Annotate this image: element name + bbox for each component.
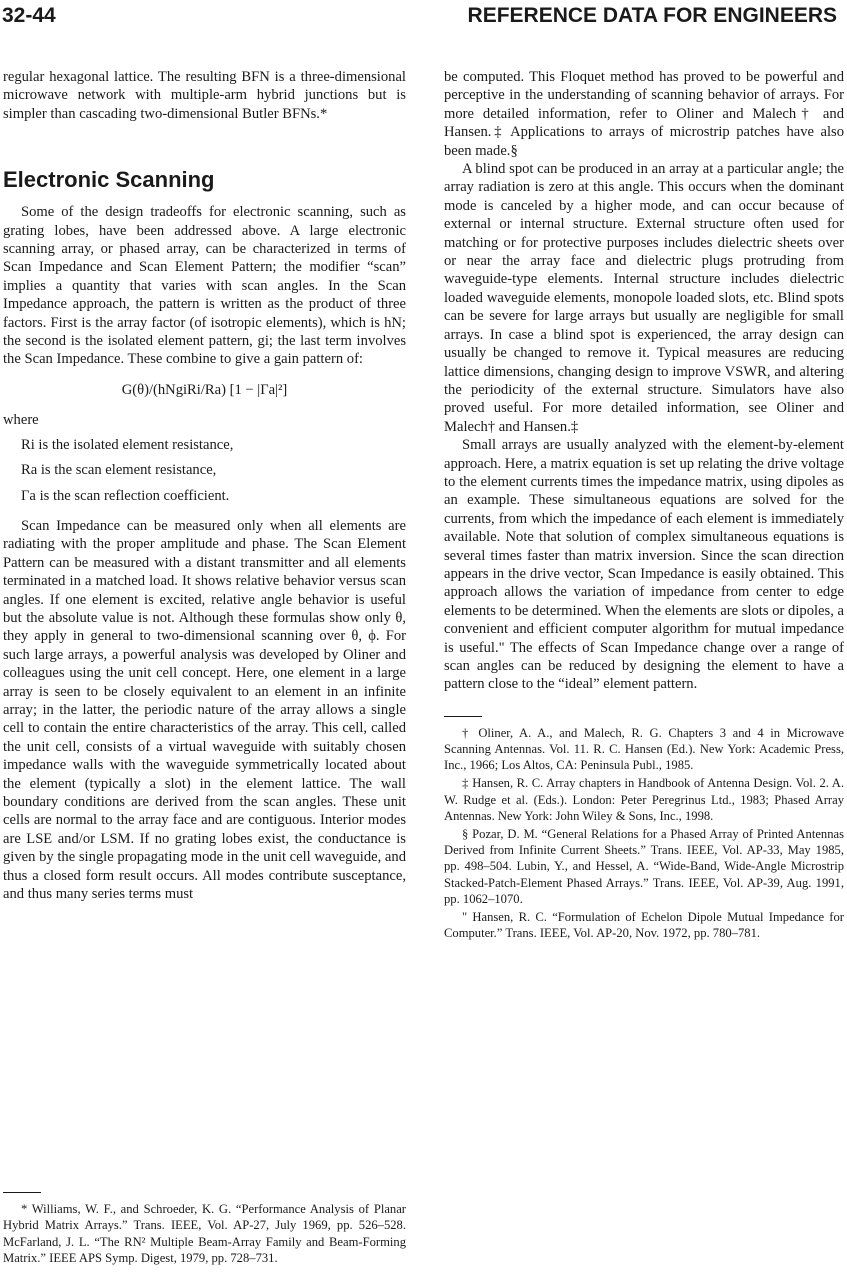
blind-spot-paragraph: A blind spot can be produced in an array at a particular angle; the array radiation is zero at this angle. This occurs when the dominant mode is canceled by a higher mode, and can occur because of external or internal structure. External structure often used for matching or for protective purposes includes dielectric sheets over or near the array face and dielectric plugs protruding from waveguide-type elements. Internal structure includes dielectric loaded waveguide elements, monopole loaded slots, etc. Blind spots can be severe for large arrays but usually are negligible for small arrays. In case a blind spot is experienced, the array design can usually be changed to remove it. Typical measures are reducing lattice dimensions, changing design to improve VSWR, and altering the periodicity of the external structure. Simulators have also proved useful. For more detailed information, see Oliner and Malech† and Hansen.‡ bbox=[444, 161, 844, 435]
page-number: 32-44 bbox=[2, 4, 56, 27]
small-arrays-paragraph: Small arrays are usually analyzed with the element-by-element approach. Here, a matrix equation is set up relating the drive voltage to the element currents times the impedance matrix, using dipoles as an example. These simultaneous equations are solved for the currents, from which the impedance of each element is immediately available. Note that solution of complex simultaneous equations is several times faster than matrix inversion. Since the scan direction appears in the drive vector, Scan Impedance is easily obtained. This approach allows the variation of impedance from center to edge elements to be determined. When the elements are slots or dipoles, a convenient and efficient computer algorithm for mutual impedance is useful." The effects of Scan Impedance change over a range of scan angles can be reduced by designing the element to have a pattern close to the “ideal” element pattern. bbox=[444, 437, 844, 693]
footnote: ‡ Hansen, R. C. Array chapters in Handbook of Antenna Design. Vol. 2. A. W. Rudge et al. (Eds.). London: Peter Peregrinus Ltd., 1983; Phased Array Antennas. New York: John Wiley & Sons, Inc., 1998. bbox=[444, 776, 844, 823]
definitions-list bbox=[21, 436, 406, 505]
definition-item: Ra is the scan element resistance, bbox=[21, 462, 217, 479]
gain-equation: G(θ)/(hNgiRi/Ra) [1 − |Γa|²] bbox=[121, 381, 288, 398]
footnote-divider bbox=[3, 1192, 41, 1193]
left-footnote-block bbox=[3, 1170, 406, 1268]
definition-item: Ri is the isolated element resistance, bbox=[21, 436, 234, 453]
unit-cell-paragraph: Scan Impedance can be measured only when all elements are radiating with the proper amplitude and phase. The Scan Element Pattern can be measured with a distant transmitter and all elements terminated in a matched load. It shows relative behavior versus scan angles. If one element is excited, relative angle behavior is useful but the absolute value is not. Although these formulas show only θ, they apply in general to two-dimensional scanning over θ, ϕ. For such large arrays, a powerful analysis was developed by Oliner and colleagues using the unit cell concept. Here, one element in a large array is seen to be closely equivalent to an element in an infinite array; in the latter, the periodic nature of the array allows a single cell to contain the entire characteristics of the array. This cell, called the unit cell, consists of a virtual waveguide with suitably chosen impedance walls with the waveguide symmetrically located about the element (typically a slot) in the element lattice. The wall boundary conditions are derived from the scan angles. These unit cells are normal to the array face and are contiguous. Interior modes are LSE and/or LSM. If no grating lobes exist, the conductance is given by the single propagating mode in the unit cell waveguide, and thus a closed form result occurs. All modes contribute susceptance, and thus many series terms must bbox=[3, 517, 406, 903]
where-label: where bbox=[3, 412, 39, 429]
footnote: * Williams, W. F., and Schroeder, K. G. “Performance Analysis of Planar Hybrid Matrix Arrays.” Trans. IEEE, Vol. AP-27, July 1969, pp. 526–528. McFarland, J. L. “The RN² Multiple Beam-Array Family and Beam-Forming Matrix.” IEEE APS Symp. Digest, 1979, pp. 728–731. bbox=[3, 1202, 406, 1265]
footnote: † Oliner, A. A., and Malech, R. G. Chapters 3 and 4 in Microwave Scanning Antennas. Vol. 11. R. C. Hansen (Ed.). New York: Academic Press, Inc., 1966; Los Altos, CA: Peninsula Publ., 1985. bbox=[444, 725, 844, 773]
right-column bbox=[444, 68, 844, 1268]
footnote: " Hansen, R. C. “Formulation of Echelon Dipole Mutual Impedance for Computer.” Trans. IEEE, Vol. AP-20, Nov. 1972, pp. 780–781. bbox=[444, 910, 844, 941]
page-header bbox=[0, 4, 847, 30]
footnote-divider bbox=[444, 716, 482, 717]
definition-item: Γa is the scan reflection coefficient. bbox=[21, 487, 230, 504]
intro-paragraph: regular hexagonal lattice. The resulting BFN is a three-dimensional microwave network with multiple-arm hybrid junctions but is simpler than cascading two-dimensional Butler BFNs.* bbox=[3, 69, 406, 122]
footnote: § Pozar, D. M. “General Relations for a Phased Array of Printed Antennas Derived from Infinite Current Sheets.” Trans. IEEE, Vol. AP-33, May 1985, pp. 498–504. Lubin, Y., and Hessel, A. “Wide-Band, Wide-Angle Microstrip Stacked-Patch-Element Phased Arrays.” Trans. IEEE, Vol. AP-39, Aug. 1991, pp. 1062–1070. bbox=[444, 827, 844, 906]
left-column bbox=[3, 68, 406, 1268]
running-title: REFERENCE DATA FOR ENGINEERS bbox=[467, 4, 837, 27]
tradeoffs-paragraph: Some of the design tradeoffs for electronic scanning, such as grating lobes, have been addressed above. A large electronic scanning array, or phased array, can be characterized in terms of Scan Impedance and Scan Element Pattern; the modifier “scan” implies a quantity that varies with scan angles. In the Scan Impedance approach, the pattern is written as the product of three factors. First is the array factor (of isotropic elements), which is hN; the second is the isolated element pattern, gi; the last term involves the Scan Impedance. These combine to give a gain pattern of: bbox=[3, 204, 406, 368]
floquet-paragraph: be computed. This Floquet method has proved to be powerful and perceptive in the understanding of scanning behavior of arrays. For more detailed information, refer to Oliner and Malech† and Hansen.‡ Applications to arrays of microstrip patches have also been made.§ bbox=[444, 69, 844, 159]
right-footnotes bbox=[444, 725, 844, 942]
section-heading: Electronic Scanning bbox=[3, 167, 215, 193]
